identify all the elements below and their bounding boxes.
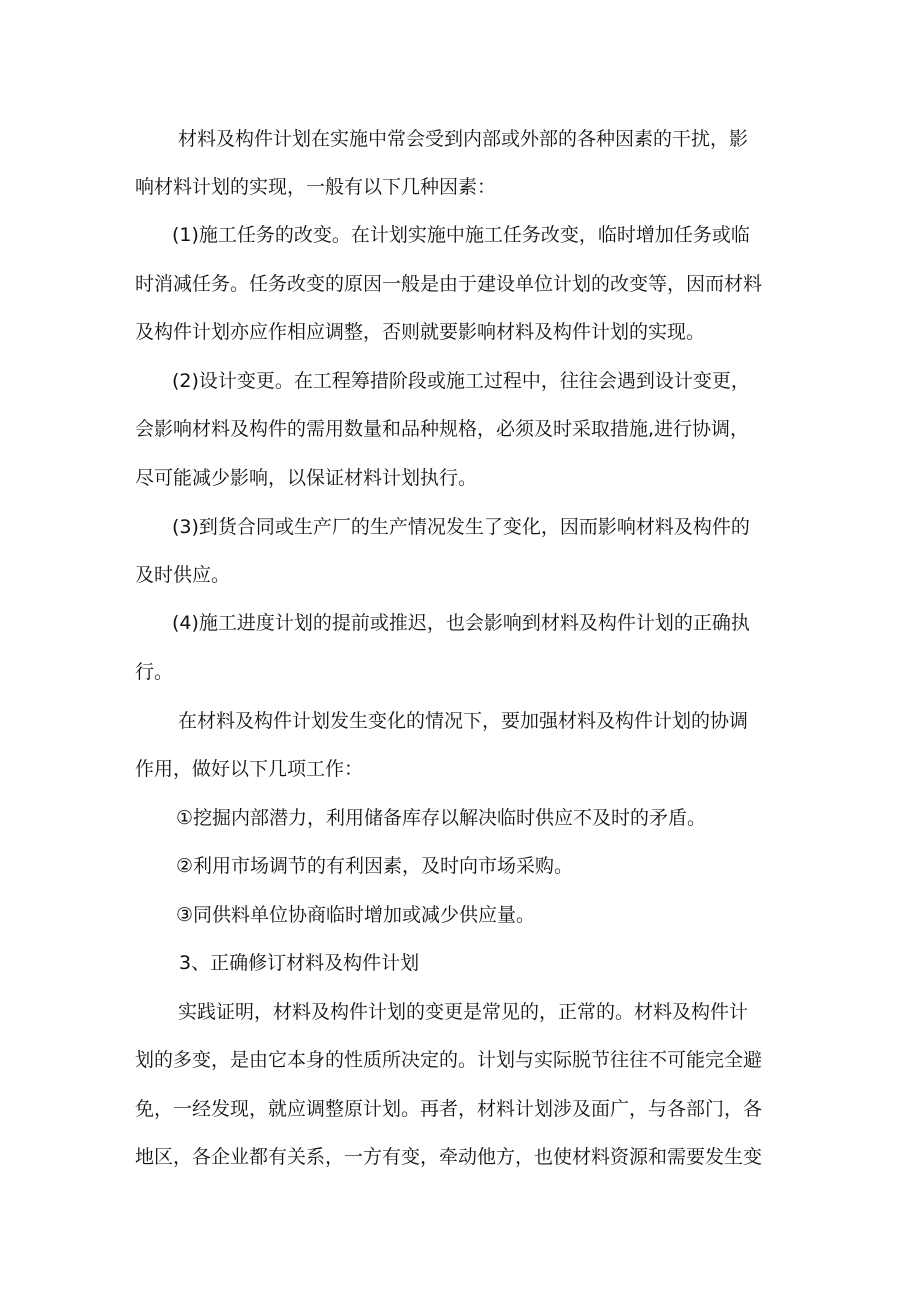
text-line: (2)设计变更。在工程筹措阶段或施工过程中，往往会遇到设计变更， [172, 370, 750, 392]
text-line: 及构件计划亦应作相应调整，否则就要影响材料及构件计划的实现。 [135, 321, 706, 343]
text-line: 在材料及构件计划发生变化的情况下，要加强材料及构件计划的协调 [178, 710, 749, 732]
text-line: 3、正确修订材料及构件计划 [179, 952, 420, 974]
text-line: 材料及构件计划在实施中常会受到内部或外部的各种因素的干扰，影 [178, 128, 749, 150]
text-line: 会影响材料及构件的需用数量和品种规格，必须及时采取措施,进行协调， [135, 418, 750, 440]
text-line: (3)到货合同或生产厂的生产情况发生了变化，因而影响材料及构件的 [172, 516, 750, 538]
text-line: ②利用市场调节的有利因素，及时向市场采购。 [176, 855, 574, 877]
text-line: (1)施工任务的改变。在计划实施中施工任务改变，临时增加任务或临 [172, 224, 750, 246]
text-line: (4)施工进度计划的提前或推迟，也会影响到材料及构件计划的正确执 [172, 612, 750, 634]
text-line: 行。 [135, 661, 174, 683]
text-line: ③同供料单位协商临时增加或减少供应量。 [176, 904, 536, 926]
text-line: 地区，各企业都有关系，一方有变，牵动他方，也使材料资源和需要发生变 [135, 1146, 763, 1168]
text-line: 尽可能减少影响，以保证材料计划执行。 [135, 467, 478, 489]
text-line: 免，一经发现，就应调整原计划。再者，材料计划涉及面广，与各部门，各 [135, 1098, 763, 1120]
text-line: ①挖掘内部潜力，利用储备库存以解决临时供应不及时的矛盾。 [176, 807, 707, 829]
text-line: 划的多变，是由它本身的性质所决定的。计划与实际脱节往往不可能完全避 [135, 1049, 763, 1071]
text-line: 作用，做好以下几项工作： [135, 758, 364, 780]
text-line: 实践证明，材料及构件计划的变更是常见的，正常的。材料及构件计 [178, 1001, 749, 1023]
text-line: 及时供应。 [135, 564, 231, 586]
text-line: 时消减任务。任务改变的原因一般是由于建设单位计划的改变等，因而材料 [135, 273, 763, 295]
text-line: 响材料计划的实现，一般有以下几种因素： [135, 176, 497, 198]
